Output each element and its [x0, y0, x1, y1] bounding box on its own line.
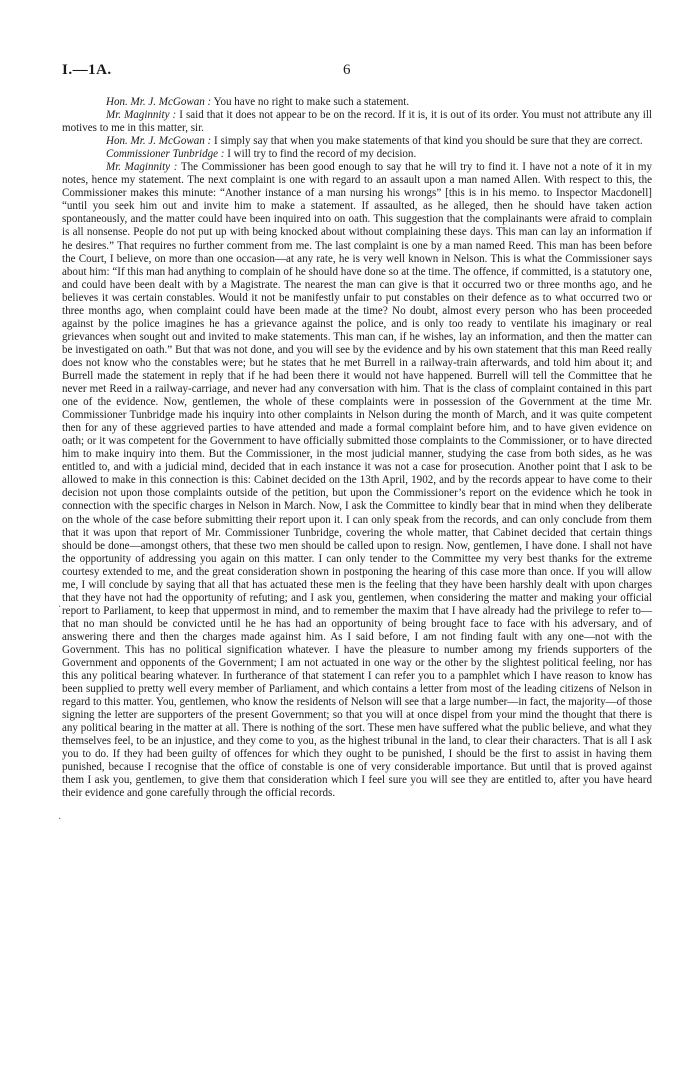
- paragraph-text: You have no right to make such a statement.: [211, 96, 410, 108]
- paragraph-text: I simply say that when you make statements of that kind you should be sure that they are correct.: [211, 135, 643, 148]
- document-code: I.—1A.: [62, 62, 112, 78]
- paragraph-text: I said that it does not appear to be on the record. If it is, it is out of its order. You must not attribute any ill motives to me in this matter, sir.: [62, 109, 653, 135]
- margin-mark: ·: [58, 814, 62, 825]
- paragraph: [62, 161, 652, 800]
- speaker-name: Hon. Mr. J. McGowan :: [106, 135, 212, 148]
- body-text: [62, 96, 652, 801]
- page-number: 6: [343, 62, 351, 78]
- margin-mark: ·: [58, 602, 62, 613]
- speaker-name: Commissioner Tunbridge :: [106, 148, 225, 161]
- paragraph-text: The Commissioner has been good enough to say that he will try to find it. I have not a note of it in my notes, hence my statement. The next complaint is one with regard to an assault upon a man named Allen. With respect to this, the Commissioner makes this minute: “Another instance of a man nursing his wrongs” [this is in his memo. to Inspector Macdonell] “until you seek him out and invite him to make a statement. If assaulted, as he alleged, then he should have taken action spontaneously, and the matter could have been inquired into on oath. This suggestion that the complainants were afraid to complain is all nonsense. People do not put up with being knocked about without complaining these days. This man can lay an information if he desires.” That requires no further comment from me. The last complaint is one by a man named Reed. This man has been before the Court, I believe, on more than one occasion—at any rate, he is very well known in Nelson. This is what the Commissioner says about him: “If this man had anything to complain of he should have done so at the time. The offence, if committed, is a statutory one, and could have been dealt with by a Magistrate. The nearest the man can give is that it occurred two or three months ago, and he believes it was certain constables. Would it not be manifestly unfair to put constables on their defence as to what occurred two or three months ago, when complaint could have been made at the time? No doubt, almost every person who has been proceeded against by the police imagines he has a grievance against the police, and is only too ready to ventilate his imaginary or real grievances when sought out and invited to make statements. This man can, if he wishes, lay an information, and then the matter can be investigated on oath.” But that was not done, and you will see by the evidence and by his own statement that this man Reed really does not know who the constables were; but he states that he met Burrell in a railway-train afterwards, and told him about it; and Burrell made the statement in reply that if he had been there it would not have happened. Burrell will tell the Committee that he never met Reed in a railway-carriage, and never had any conversation with him. That is the class of complaint contained in this part one of the evidence. Now, gentlemen, the whole of these complaints were in possession of the Government at the time Mr. Commissioner Tunbridge made his inquiry into other complaints in Nelson during the month of March, and it was quite competent then for any of these aggrieved parties to have attended and made a formal complaint before him, and to have given evidence on oath; or it was competent for the Government to have officially submitted those complaints to the Commissioner, or to have directed him to make inquiry into them. But the Commissioner, in the most judicial manner, studying the case from both sides, as he was entitled to, and with a judicial mind, decided that in each instance it was not a case for prosecution. Another point that I ask to be allowed to make in this connection is this: Cabinet decided on the 13th April, 1902, and by the records appear to have come to their decision not upon those complaints outside of the petition, but upon the Commissioner’s report on the evidence which he took in connection with the specific charges in Nelson in March. Now, I ask the Committee to kindly bear that in mind when they deliberate on the whole of the case before submitting their report upon it. I can only speak from the records, and can only conclude from them that it was upon that report of Mr. Commissioner Tunbridge, covering the whole matter, that Cabinet decided that certain things should be done—amongst others, that these two men should be called upon to resign. Now, gentlemen, I have done. I shall not have the opportunity of addressing you again on this matter. I can only tender to the Committee my very best thanks for the extreme courtesy extended to me, and the great consideration shown in postponing the hearing of this case more than once. If you will allow me, I will conclude by saying that all that has actuated these men is the feeling that they have been harshly dealt with upon charges that they have not had the opportunity of refuting; and I ask you, gentlemen, when considering the matter and making your official report to Parliament, to keep that uppermost in mind, and to remember the maxim that I have already had the privilege to refer to—that no man should be convicted until he he has had an opportunity of being brought face to face with his adversary, and of answering there and then the charges made against him. As I said before, I am not finding fault with any one—not with the Government. This has no political signification whatever. I have the pleasure to number among my friends supporters of the Government and opponents of the Government; I am not actuated in one way or the other by the slightest political feeling, nor has this any political bearing whatever. In furtherance of that statement I can refer you to a pamphlet which I have reason to know has been supplied to pretty well every member of Parliament, and which contains a letter from most of the leading citizens of Nelson in regard to this matter. You, gentlemen, who know the residents of Nelson will see that a large number—in fact, the majority—of those signing the letter are supporters of the present Government; so that you will at once dispel from your mind the thought that there is any political bearing in the matter at all. There is nothing of the sort. These men have suffered what the public believe, and what they themselves feel, to be an injustice, and they come to you, as the highest tribunal in the land, to clear their characters. That is all I ask you to do. If they had been guilty of offences for which they ought to be punished, I should be the first to assist in having them punished, because I recognise that the office of constable is one of very considerable importance. But until that is proved against them I ask you, gentlemen, to give them that consideration which I feel sure you will see they are entitled to, after you have heard their evidence and gone carefully through the official records.: [62, 161, 652, 800]
- paragraph: [62, 135, 652, 148]
- paragraph: [62, 109, 652, 135]
- speaker-name: Mr. Maginnity :: [106, 109, 177, 122]
- speaker-name: Hon. Mr. J. McGowan :: [106, 96, 212, 108]
- paragraph: [62, 96, 652, 109]
- paragraph: [62, 148, 652, 161]
- paragraph-text: I will try to find the record of my decision.: [224, 148, 417, 161]
- speaker-name: Mr. Maginnity :: [106, 161, 178, 174]
- page-header: [0, 62, 700, 82]
